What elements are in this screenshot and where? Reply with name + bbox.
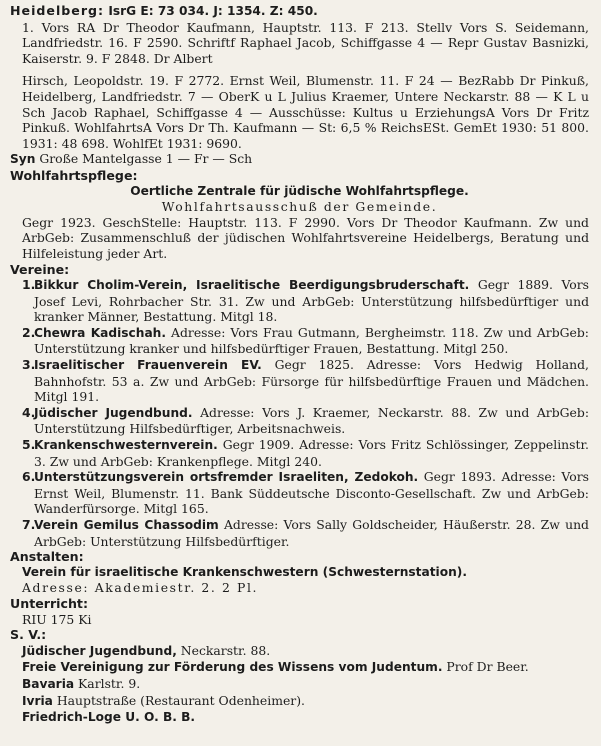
list-item — [10, 277, 589, 325]
list-item — [10, 709, 589, 726]
synagogue-line — [10, 151, 589, 168]
list-item — [10, 517, 589, 549]
item-number: 3. — [22, 357, 36, 373]
sv-list — [10, 643, 589, 726]
item-number: 1. — [22, 277, 36, 293]
unterricht-heading: Unterricht: — [10, 595, 88, 611]
board-paragraph-1: 1. Vors RA Dr Theodor Kaufmann, Hauptstr. 113. F 213. Stellv Vors S. Seidemann, Landfriedstr. 16. F 2590. Schriftf Raphael Jacob, Schiffgasse 4 — Repr Gustav Basnizki, Kaiserstr. 9. F 2848. Dr Albert — [22, 19, 589, 66]
list-item — [10, 405, 589, 437]
item-name: Bikkur Cholim-Verein, Israelitische Beerdigungsbruderschaft. — [34, 278, 470, 293]
item-number: 7. — [22, 517, 36, 532]
list-item — [10, 469, 589, 517]
item-text: Gegr 1909. Adresse: Vors Fritz Schlössinger, Zeppelinstr. 3. Zw und ArbGeb: Krankenpflege. Mitgl 240. — [34, 437, 589, 469]
item-text: Gegr 1889. Vors Josef Levi, Rohrbacher Str. 31. Zw und ArbGeb: Unterstützung hilfsbedürftiger und kranker Männer, Bestattung. Mitgl 18. — [34, 277, 589, 325]
item-name: Ivria — [22, 693, 53, 708]
item-text: Adresse: Vors Sally Goldscheider, Häußerstr. 28. Zw und ArbGeb: Unterstützung Hilfsbedürftiger. — [34, 517, 589, 549]
item-name: Freie Vereinigung zur Förderung des Wissens vom Judentum. — [22, 660, 443, 675]
item-name: Chewra Kadischah. — [34, 325, 166, 340]
syn-label: Syn — [10, 152, 36, 167]
item-name: Jüdischer Jugendbund, — [22, 643, 177, 658]
vereine-heading: Vereine: — [10, 261, 70, 277]
item-name: Jüdischer Jugendbund. — [34, 405, 193, 420]
list-item — [10, 643, 589, 660]
item-number: 5. — [22, 437, 36, 453]
item-text: Gegr 1893. Adresse: Vors Ernst Weil, Blumenstr. 11. Bank Süddeutsche Disconto-Gesellschaft. Zw und ArbGeb: Wanderfürsorge. Mitgl 165. — [34, 469, 589, 517]
item-text: Hauptstraße (Restaurant Odenheimer). — [52, 692, 305, 708]
list-item — [10, 325, 589, 357]
item-name: Bavaria — [22, 676, 75, 691]
vereine-list — [10, 277, 589, 549]
item-text: Adresse: Vors J. Kraemer, Neckarstr. 88. Zw und ArbGeb: Unterstützung Hilfsbedürftiger, Arbeitsnachweis. — [34, 404, 589, 437]
wohlfahrt-heading: Wohlfahrtspflege: — [10, 167, 138, 183]
list-item — [10, 693, 589, 710]
list-item — [10, 676, 589, 693]
item-text: Adresse: Vors Frau Gutmann, Bergheimstr. 118. Zw und ArbGeb: Unterstützung kranker und hilfsbedürftiger Frauen, Bestattung. Mitgl 250. — [34, 324, 589, 357]
list-item — [10, 437, 589, 469]
city-name: Heidelberg: — [10, 3, 105, 18]
anstalten-name: Verein für israelitische Krankenschwestern (Schwesternstation). — [22, 564, 467, 579]
item-name: Krankenschwesternverein. — [34, 438, 218, 453]
sv-heading: S. V.: — [10, 627, 47, 643]
unterricht-text: RIU 175 Ki — [22, 611, 92, 627]
heidelberg-header — [10, 3, 589, 20]
item-name: Israelitischer Frauenverein EV. — [34, 358, 262, 373]
wohlfahrt-title: Oertliche Zentrale für jüdische Wohlfahrtspflege. — [130, 183, 469, 198]
community-stats: IsrG E: 73 034. J: 1354. Z: 450. — [104, 4, 318, 18]
list-item — [10, 357, 589, 405]
wohlfahrt-text: Gegr 1923. GeschStelle: Hauptstr. 113. F 2990. Vors Dr Theodor Kaufmann. Zw und ArbGeb: Zusammenschluß der jüdischen Wohlfahrtsvereine Heidelbergs, Beratung und Hilfeleistung jeder Art. — [22, 214, 589, 261]
list-item — [10, 659, 589, 676]
item-text: Neckarstr. 88. — [176, 642, 271, 658]
item-name: Friedrich-Loge U. O. B. B. — [22, 710, 196, 725]
item-text: Prof Dr Beer. — [442, 659, 529, 675]
anstalten-text: Adresse: Akademiestr. 2. 2 Pl. — [22, 580, 259, 596]
anstalten-heading: Anstalten: — [10, 549, 84, 565]
item-text: Karlstr. 9. — [74, 675, 141, 691]
item-text: Gegr 1825. Adresse: Vors Hedwig Holland, Bahnhofstr. 53 a. Zw und ArbGeb: Fürsorge für hilfsbedürftige Frauen und Mädchen. Mitgl 191. — [34, 357, 589, 405]
item-name: Unterstützungsverein ortsfremder Israeliten, Zedokoh. — [34, 470, 419, 485]
item-number: 6. — [22, 469, 36, 485]
board-paragraph-2: Hirsch, Leopoldstr. 19. F 2772. Ernst Weil, Blumenstr. 11. F 24 — BezRabb Dr Pinkuß, Heidelberg, Landfriedstr. 7 — OberK u L Julius Kraemer, Untere Neckarstr. 88 — K L u Sch Jacob Raphael, Schiffgasse 4 — Ausschüsse: Kultus u ErziehungsA Vors Dr Fritz Pinkuß. WohlfahrtsA Vors Dr Th. Kaufmann — St: 6,5 % ReichsESt. GemEt 1930: 51 800. 1931: 48 698. WohlfEt 1931: 9690. — [22, 73, 589, 151]
item-number: 2. — [22, 324, 36, 340]
syn-text: Große Mantelgasse 1 — Fr — Sch — [35, 151, 253, 167]
wohlfahrt-subtitle: Wohlfahrtsausschuß der Gemeinde. — [161, 199, 438, 215]
item-number: 4. — [22, 404, 36, 420]
item-name: Verein Gemilus Chassodim — [34, 518, 219, 532]
